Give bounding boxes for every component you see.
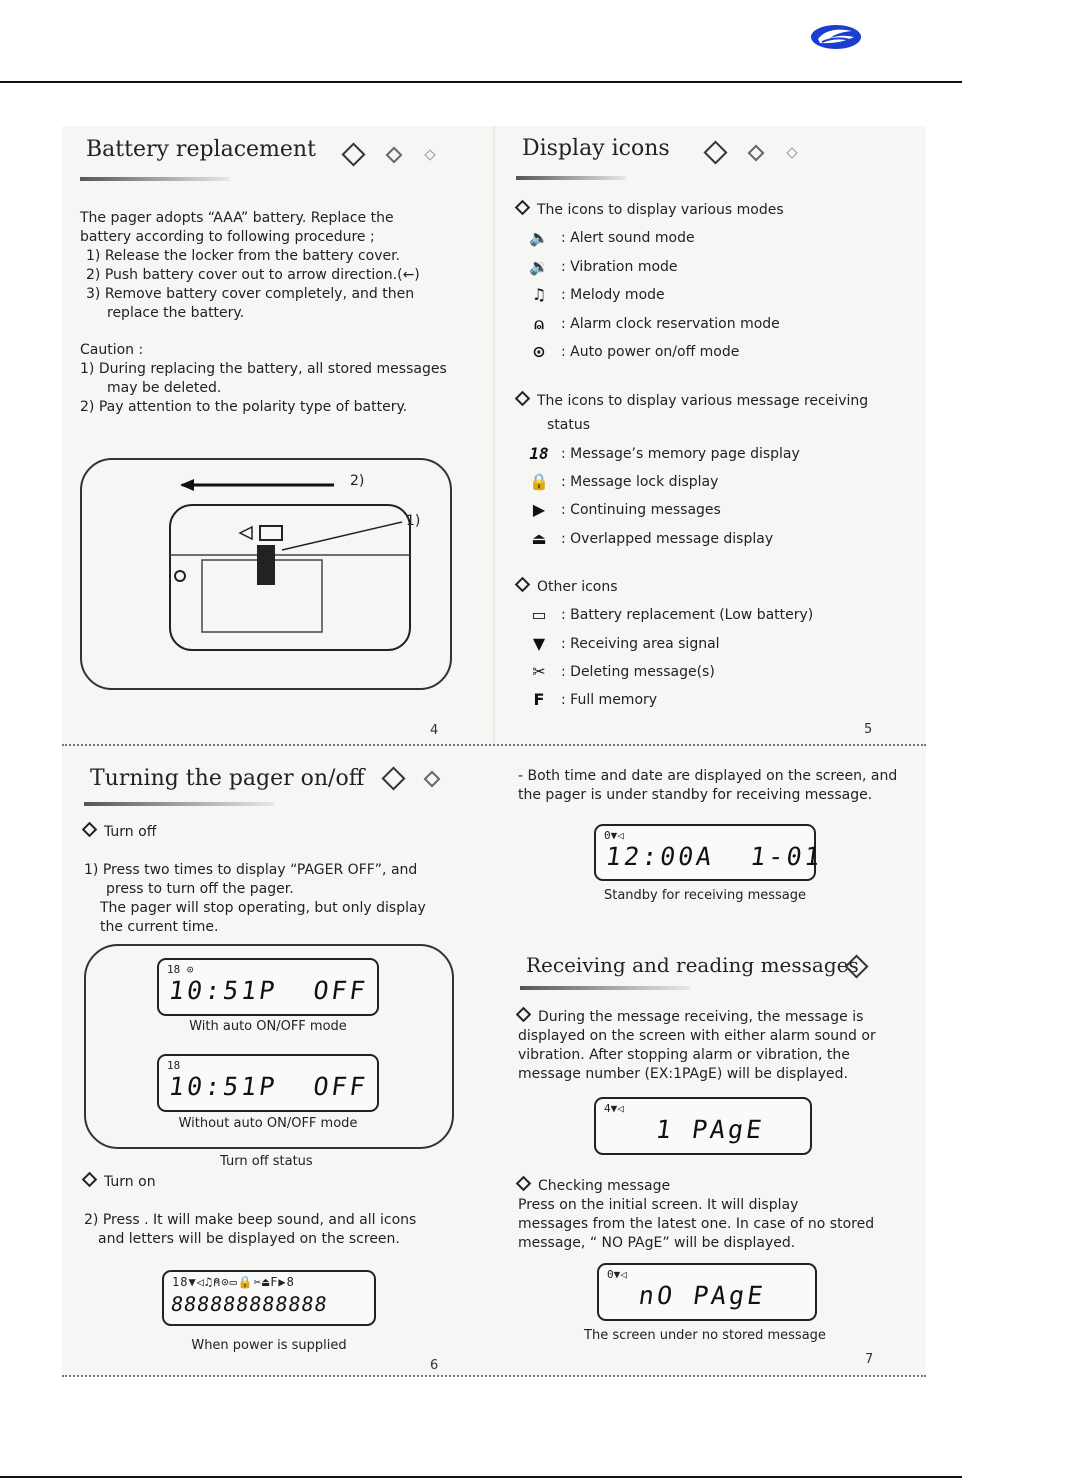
title-underline <box>516 176 626 180</box>
lcd-screen: 18 ⊙ 10:51P OFF <box>157 958 379 1016</box>
alarm-clock-icon: ⍝ <box>534 314 544 333</box>
checking-heading: Checking message <box>518 1177 670 1196</box>
lcd-caption: The screen under no stored message <box>584 1328 826 1343</box>
memory-page-icon: 18 <box>529 444 549 463</box>
lcd-caption: When power is supplied <box>191 1338 347 1353</box>
step-line: replace the battery. <box>107 305 245 321</box>
auto-power-icon: ⊙ <box>532 342 546 361</box>
status-heading: The icons to display various message receiving <box>517 392 868 411</box>
scissors-icon: ✂ <box>532 662 546 681</box>
full-memory-icon: F <box>533 690 545 709</box>
standby-text: - Both time and date are displayed on the screen, and the pager is under standby for receiving message. <box>518 768 898 803</box>
title-diamonds <box>848 958 865 975</box>
step-line: 3) Remove battery cover completely, and then <box>86 286 415 302</box>
title-diamonds <box>385 770 438 787</box>
battery-figure <box>80 458 452 690</box>
page-divider-horizontal <box>62 744 926 746</box>
title-diamonds <box>707 144 796 161</box>
turn-on-heading: Turn on <box>84 1173 156 1192</box>
title-underline <box>520 986 690 990</box>
header-rule <box>0 81 962 83</box>
figure-caption: Turn off status <box>220 1154 313 1169</box>
status-row: 18 : Message’s memory page display <box>525 444 800 463</box>
lock-icon: 🔒 <box>529 472 549 491</box>
page-divider-vertical <box>493 126 495 746</box>
overlapped-icon: ⏏ <box>531 529 547 548</box>
intro-line: battery according to following procedure ; <box>80 229 375 245</box>
title-diamonds <box>345 146 434 163</box>
turn-off-heading: Turn off <box>84 823 156 842</box>
title-underline <box>80 177 230 181</box>
other-heading: Other icons <box>517 578 618 597</box>
title-underline <box>84 802 274 806</box>
diamond-icon <box>381 766 405 790</box>
mode-row: ⊙ : Auto power on/off mode <box>525 342 739 361</box>
page4-title: Battery replacement <box>86 137 316 162</box>
battery-diagram <box>82 460 450 688</box>
turn-on-body: 2) Press . It will make beep sound, and all icons and letters will be displayed on the screen. <box>84 1212 417 1247</box>
alert-sound-icon: 🔈 <box>529 228 549 247</box>
footer-rule <box>0 1476 962 1478</box>
lcd-caption: Standby for receiving message <box>603 888 807 903</box>
continuing-icon: ▶ <box>532 500 546 519</box>
other-row: ▭ : Battery replacement (Low battery) <box>525 605 813 624</box>
caution-line: 2) Pay attention to the polarity type of battery. <box>80 399 408 415</box>
diamond-icon <box>748 144 765 161</box>
melody-icon: ♫ <box>531 285 547 304</box>
page-number: 5 <box>864 722 873 737</box>
page7-title: Receiving and reading messages <box>526 953 859 977</box>
intro-line: The pager adopts “AAA” battery. Replace the <box>80 210 394 226</box>
battery-icon: ▭ <box>531 605 547 624</box>
page-number: 6 <box>430 1358 439 1373</box>
diamond-icon <box>386 146 403 163</box>
lcd-screen: 0▼◁ nO PAgE <box>597 1263 817 1321</box>
other-row: ▼ : Receiving area signal <box>525 634 720 653</box>
diamond-icon <box>341 142 365 166</box>
page5-title: Display icons <box>522 136 670 161</box>
diamond-icon <box>844 954 868 978</box>
status-row: ▶ : Continuing messages <box>525 500 721 519</box>
lcd-caption: Without auto ON/OFF mode <box>178 1116 358 1131</box>
caution-line: may be deleted. <box>107 380 222 396</box>
diamond-icon <box>424 770 441 787</box>
arrow-label: 2) <box>350 473 365 489</box>
company-logo-icon <box>808 22 864 52</box>
diamond-icon <box>703 140 727 164</box>
caution-line: 1) During replacing the battery, all stored messages <box>80 361 447 377</box>
mode-row: ♫ : Melody mode <box>525 285 665 304</box>
status-row: ⏏ : Overlapped message display <box>525 529 773 548</box>
status-heading-cont: status <box>547 417 591 433</box>
lcd-caption: With auto ON/OFF mode <box>189 1019 347 1034</box>
mode-row: ⍝ : Alarm clock reservation mode <box>525 314 780 334</box>
page-number: 7 <box>865 1352 874 1367</box>
modes-heading: The icons to display various modes <box>517 201 784 220</box>
mode-row: 🔉 : Vibration mode <box>525 257 678 276</box>
signal-icon: ▼ <box>532 634 546 653</box>
lcd-screen: 18▼◁♫⍝⊙▭🔒✂⏏F▶8 888888888888 <box>162 1270 376 1326</box>
diamond-icon <box>786 147 797 158</box>
checking-text: Press on the initial screen. It will display messages from the latest one. In case of no stored message, “ NO PAgE” will be displayed. <box>518 1197 875 1251</box>
mode-row: 🔈 : Alert sound mode <box>525 228 695 247</box>
diamond-icon <box>424 149 435 160</box>
page-divider-bottom <box>62 1375 926 1377</box>
page6-title: Turning the pager on/off <box>90 766 365 791</box>
status-row: 🔒 : Message lock display <box>525 472 718 491</box>
lcd-screen: 4▼◁ 1 PAgE <box>594 1097 812 1155</box>
other-row: ✂ : Deleting message(s) <box>525 662 715 681</box>
page4-body <box>80 209 460 417</box>
page-number: 4 <box>430 723 439 738</box>
receiving-text: During the message receiving, the message is displayed on the screen with either alarm sound or vibration. After stopping alarm or vibration, the message number (EX:1PAgE) will be displayed. <box>518 1008 898 1084</box>
other-row: F : Full memory <box>525 690 657 709</box>
locker-label: 1) <box>406 513 421 529</box>
caution-title: Caution : <box>80 342 144 358</box>
lcd-screen: 18 10:51P OFF <box>157 1054 379 1112</box>
step-line: 2) Push battery cover out to arrow direction.(←) <box>86 267 420 283</box>
lcd-screen: 0▼◁ 12:00A 1-01 <box>594 824 816 881</box>
turn-off-body: 1) Press two times to display “PAGER OFF”, and press to turn off the pager. The pager will stop operating, but only display the current time. <box>84 862 426 935</box>
vibration-icon: 🔉 <box>529 257 549 276</box>
step-line: 1) Release the locker from the battery cover. <box>86 248 401 264</box>
